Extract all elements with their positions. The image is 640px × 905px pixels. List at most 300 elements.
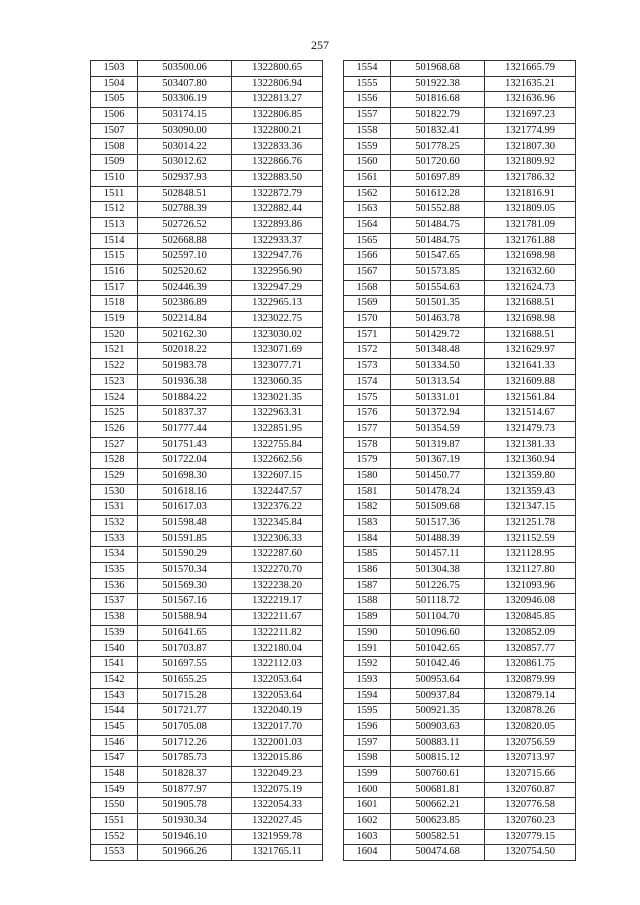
point-number-cell: 1551 — [91, 814, 138, 830]
table-row — [344, 437, 576, 453]
table-row — [91, 249, 323, 265]
x-coordinate-cell: 501785.73 — [138, 751, 232, 767]
y-coordinate-cell: 1322813.27 — [232, 92, 323, 108]
x-coordinate-cell: 501096.60 — [391, 625, 485, 641]
point-number-cell: 1560 — [344, 155, 391, 171]
point-number-cell: 1595 — [344, 704, 391, 720]
y-coordinate-cell: 1322075.19 — [232, 782, 323, 798]
y-coordinate-cell: 1321635.21 — [485, 76, 576, 92]
point-number-cell: 1505 — [91, 92, 138, 108]
y-coordinate-cell: 1320879.14 — [485, 688, 576, 704]
point-number-cell: 1532 — [91, 515, 138, 531]
x-coordinate-cell: 500582.51 — [391, 829, 485, 845]
point-number-cell: 1540 — [91, 641, 138, 657]
table-row — [344, 751, 576, 767]
x-coordinate-cell: 502597.10 — [138, 249, 232, 265]
x-coordinate-cell: 502520.62 — [138, 264, 232, 280]
y-coordinate-cell: 1320715.66 — [485, 766, 576, 782]
x-coordinate-cell: 500883.11 — [391, 735, 485, 751]
point-number-cell: 1557 — [344, 108, 391, 124]
x-coordinate-cell: 501334.50 — [391, 359, 485, 375]
table-row — [344, 327, 576, 343]
y-coordinate-cell: 1320754.50 — [485, 845, 576, 861]
y-coordinate-cell: 1320878.26 — [485, 704, 576, 720]
table-row — [91, 123, 323, 139]
table-row — [344, 296, 576, 312]
table-row — [344, 594, 576, 610]
table-row — [344, 845, 576, 861]
point-number-cell: 1511 — [91, 186, 138, 202]
y-coordinate-cell: 1321381.33 — [485, 437, 576, 453]
x-coordinate-cell: 501705.08 — [138, 719, 232, 735]
y-coordinate-cell: 1320861.75 — [485, 657, 576, 673]
point-number-cell: 1527 — [91, 437, 138, 453]
x-coordinate-cell: 501828.37 — [138, 766, 232, 782]
x-coordinate-cell: 501372.94 — [391, 406, 485, 422]
table-row — [344, 563, 576, 579]
x-coordinate-cell: 501457.11 — [391, 547, 485, 563]
table-row — [344, 798, 576, 814]
y-coordinate-cell: 1322607.15 — [232, 468, 323, 484]
point-number-cell: 1582 — [344, 500, 391, 516]
x-coordinate-cell: 501588.94 — [138, 610, 232, 626]
point-number-cell: 1537 — [91, 594, 138, 610]
table-row — [91, 578, 323, 594]
point-number-cell: 1531 — [91, 500, 138, 516]
y-coordinate-cell: 1322053.64 — [232, 672, 323, 688]
table-row — [344, 766, 576, 782]
table-row — [91, 139, 323, 155]
table-row — [91, 186, 323, 202]
y-coordinate-cell: 1321698.98 — [485, 249, 576, 265]
y-coordinate-cell: 1322800.65 — [232, 61, 323, 77]
table-row — [344, 719, 576, 735]
table-row — [91, 406, 323, 422]
table-row — [344, 704, 576, 720]
point-number-cell: 1602 — [344, 814, 391, 830]
table-row — [344, 688, 576, 704]
table-row — [91, 437, 323, 453]
y-coordinate-cell: 1321624.73 — [485, 280, 576, 296]
point-number-cell: 1599 — [344, 766, 391, 782]
table-row — [91, 500, 323, 516]
x-coordinate-cell: 501463.78 — [391, 312, 485, 328]
table-row — [91, 76, 323, 92]
table-row — [91, 610, 323, 626]
table-row — [344, 359, 576, 375]
table-row — [344, 531, 576, 547]
point-number-cell: 1518 — [91, 296, 138, 312]
y-coordinate-cell: 1321093.96 — [485, 578, 576, 594]
x-coordinate-cell: 501509.68 — [391, 500, 485, 516]
point-number-cell: 1545 — [91, 719, 138, 735]
y-coordinate-cell: 1322017.70 — [232, 719, 323, 735]
y-coordinate-cell: 1321128.95 — [485, 547, 576, 563]
table-row — [344, 735, 576, 751]
y-coordinate-cell: 1322219.17 — [232, 594, 323, 610]
x-coordinate-cell: 500623.85 — [391, 814, 485, 830]
y-coordinate-cell: 1322211.67 — [232, 610, 323, 626]
x-coordinate-cell: 501983.78 — [138, 359, 232, 375]
table-row — [91, 390, 323, 406]
table-row — [344, 814, 576, 830]
x-coordinate-cell: 501617.03 — [138, 500, 232, 516]
table-row — [344, 515, 576, 531]
x-coordinate-cell: 502446.39 — [138, 280, 232, 296]
table-row — [91, 453, 323, 469]
y-coordinate-cell: 1321152.59 — [485, 531, 576, 547]
x-coordinate-cell: 501042.65 — [391, 641, 485, 657]
x-coordinate-cell: 500662.21 — [391, 798, 485, 814]
point-number-cell: 1516 — [91, 264, 138, 280]
point-number-cell: 1567 — [344, 264, 391, 280]
x-coordinate-cell: 501936.38 — [138, 374, 232, 390]
point-number-cell: 1550 — [91, 798, 138, 814]
x-coordinate-cell: 501877.97 — [138, 782, 232, 798]
y-coordinate-cell: 1322306.33 — [232, 531, 323, 547]
y-coordinate-cell: 1323022.75 — [232, 312, 323, 328]
table-row — [91, 343, 323, 359]
point-number-cell: 1593 — [344, 672, 391, 688]
y-coordinate-cell: 1322027.45 — [232, 814, 323, 830]
y-coordinate-cell: 1320879.99 — [485, 672, 576, 688]
table-row — [91, 359, 323, 375]
table-row — [91, 704, 323, 720]
y-coordinate-cell: 1320756.59 — [485, 735, 576, 751]
x-coordinate-cell: 501816.68 — [391, 92, 485, 108]
y-coordinate-cell: 1322345.84 — [232, 515, 323, 531]
x-coordinate-cell: 501354.59 — [391, 421, 485, 437]
table-row — [91, 563, 323, 579]
y-coordinate-cell: 1322270.70 — [232, 563, 323, 579]
point-number-cell: 1520 — [91, 327, 138, 343]
x-coordinate-cell: 501598.48 — [138, 515, 232, 531]
table-row — [344, 123, 576, 139]
x-coordinate-cell: 500760.61 — [391, 766, 485, 782]
y-coordinate-cell: 1322054.33 — [232, 798, 323, 814]
y-coordinate-cell: 1321359.43 — [485, 484, 576, 500]
y-coordinate-cell: 1321347.15 — [485, 500, 576, 516]
point-number-cell: 1512 — [91, 202, 138, 218]
x-coordinate-cell: 502214.84 — [138, 312, 232, 328]
table-row — [344, 249, 576, 265]
y-coordinate-cell: 1322851.95 — [232, 421, 323, 437]
y-coordinate-cell: 1321360.94 — [485, 453, 576, 469]
y-coordinate-cell: 1321698.98 — [485, 312, 576, 328]
x-coordinate-cell: 501968.68 — [391, 61, 485, 77]
table-row — [91, 170, 323, 186]
point-number-cell: 1597 — [344, 735, 391, 751]
point-number-cell: 1568 — [344, 280, 391, 296]
y-coordinate-cell: 1320845.85 — [485, 610, 576, 626]
x-coordinate-cell: 501778.25 — [391, 139, 485, 155]
table-row — [344, 108, 576, 124]
x-coordinate-cell: 503174.15 — [138, 108, 232, 124]
table-row — [344, 468, 576, 484]
x-coordinate-cell: 501946.10 — [138, 829, 232, 845]
point-number-cell: 1580 — [344, 468, 391, 484]
point-number-cell: 1604 — [344, 845, 391, 861]
x-coordinate-cell: 501226.75 — [391, 578, 485, 594]
y-coordinate-cell: 1322883.50 — [232, 170, 323, 186]
y-coordinate-cell: 1323077.71 — [232, 359, 323, 375]
point-number-cell: 1589 — [344, 610, 391, 626]
y-coordinate-cell: 1322963.31 — [232, 406, 323, 422]
point-number-cell: 1561 — [344, 170, 391, 186]
x-coordinate-cell: 501751.43 — [138, 437, 232, 453]
x-coordinate-cell: 501570.34 — [138, 563, 232, 579]
table-row — [91, 108, 323, 124]
y-coordinate-cell: 1320852.09 — [485, 625, 576, 641]
x-coordinate-cell: 501641.65 — [138, 625, 232, 641]
y-coordinate-cell: 1321665.79 — [485, 61, 576, 77]
table-row — [91, 202, 323, 218]
y-coordinate-cell: 1321816.91 — [485, 186, 576, 202]
x-coordinate-cell: 502668.88 — [138, 233, 232, 249]
y-coordinate-cell: 1322053.64 — [232, 688, 323, 704]
table-row — [344, 484, 576, 500]
table-row — [344, 578, 576, 594]
x-coordinate-cell: 501698.30 — [138, 468, 232, 484]
point-number-cell: 1543 — [91, 688, 138, 704]
table-row — [91, 61, 323, 77]
point-number-cell: 1603 — [344, 829, 391, 845]
x-coordinate-cell: 501118.72 — [391, 594, 485, 610]
point-number-cell: 1559 — [344, 139, 391, 155]
x-coordinate-cell: 501832.41 — [391, 123, 485, 139]
y-coordinate-cell: 1322800.21 — [232, 123, 323, 139]
x-coordinate-cell: 501569.30 — [138, 578, 232, 594]
x-coordinate-cell: 500815.12 — [391, 751, 485, 767]
y-coordinate-cell: 1321561.84 — [485, 390, 576, 406]
y-coordinate-cell: 1322833.36 — [232, 139, 323, 155]
x-coordinate-cell: 501777.44 — [138, 421, 232, 437]
y-coordinate-cell: 1321781.09 — [485, 217, 576, 233]
table-row — [91, 233, 323, 249]
x-coordinate-cell: 502788.39 — [138, 202, 232, 218]
table-row — [91, 421, 323, 437]
table-row — [344, 374, 576, 390]
x-coordinate-cell: 501722.04 — [138, 453, 232, 469]
y-coordinate-cell: 1320946.08 — [485, 594, 576, 610]
table-row — [344, 202, 576, 218]
table-row — [344, 312, 576, 328]
x-coordinate-cell: 501547.65 — [391, 249, 485, 265]
table-row — [91, 845, 323, 861]
x-coordinate-cell: 501517.36 — [391, 515, 485, 531]
x-coordinate-cell: 503306.19 — [138, 92, 232, 108]
table-row — [91, 217, 323, 233]
x-coordinate-cell: 501721.77 — [138, 704, 232, 720]
x-coordinate-cell: 501554.63 — [391, 280, 485, 296]
point-number-cell: 1515 — [91, 249, 138, 265]
y-coordinate-cell: 1321697.23 — [485, 108, 576, 124]
x-coordinate-cell: 501712.26 — [138, 735, 232, 751]
x-coordinate-cell: 503014.22 — [138, 139, 232, 155]
y-coordinate-cell: 1321688.51 — [485, 296, 576, 312]
point-number-cell: 1578 — [344, 437, 391, 453]
point-number-cell: 1591 — [344, 641, 391, 657]
point-number-cell: 1571 — [344, 327, 391, 343]
table-row — [91, 594, 323, 610]
x-coordinate-cell: 501484.75 — [391, 233, 485, 249]
y-coordinate-cell: 1323071.69 — [232, 343, 323, 359]
x-coordinate-cell: 501966.26 — [138, 845, 232, 861]
point-number-cell: 1503 — [91, 61, 138, 77]
y-coordinate-cell: 1321761.88 — [485, 233, 576, 249]
point-number-cell: 1535 — [91, 563, 138, 579]
point-number-cell: 1594 — [344, 688, 391, 704]
x-coordinate-cell: 502848.51 — [138, 186, 232, 202]
x-coordinate-cell: 501715.28 — [138, 688, 232, 704]
x-coordinate-cell: 500681.81 — [391, 782, 485, 798]
table-row — [91, 751, 323, 767]
point-number-cell: 1510 — [91, 170, 138, 186]
y-coordinate-cell: 1323030.02 — [232, 327, 323, 343]
coordinates-table-left — [90, 60, 323, 861]
y-coordinate-cell: 1322893.86 — [232, 217, 323, 233]
point-number-cell: 1596 — [344, 719, 391, 735]
table-row — [91, 484, 323, 500]
page-number: 257 — [311, 38, 329, 52]
y-coordinate-cell: 1322112.03 — [232, 657, 323, 673]
point-number-cell: 1548 — [91, 766, 138, 782]
point-number-cell: 1581 — [344, 484, 391, 500]
point-number-cell: 1549 — [91, 782, 138, 798]
table-row — [91, 798, 323, 814]
point-number-cell: 1524 — [91, 390, 138, 406]
table-row — [91, 641, 323, 657]
y-coordinate-cell: 1322866.76 — [232, 155, 323, 171]
table-row — [344, 657, 576, 673]
y-coordinate-cell: 1322015.86 — [232, 751, 323, 767]
x-coordinate-cell: 501697.55 — [138, 657, 232, 673]
x-coordinate-cell: 501304.38 — [391, 563, 485, 579]
y-coordinate-cell: 1323060.35 — [232, 374, 323, 390]
point-number-cell: 1562 — [344, 186, 391, 202]
x-coordinate-cell: 503500.06 — [138, 61, 232, 77]
y-coordinate-cell: 1322287.60 — [232, 547, 323, 563]
table-row — [91, 468, 323, 484]
table-row — [91, 782, 323, 798]
y-coordinate-cell: 1320820.05 — [485, 719, 576, 735]
point-number-cell: 1565 — [344, 233, 391, 249]
x-coordinate-cell: 501655.25 — [138, 672, 232, 688]
point-number-cell: 1530 — [91, 484, 138, 500]
point-number-cell: 1555 — [344, 76, 391, 92]
y-coordinate-cell: 1322956.90 — [232, 264, 323, 280]
point-number-cell: 1558 — [344, 123, 391, 139]
table-row — [91, 672, 323, 688]
table-row — [91, 766, 323, 782]
point-number-cell: 1574 — [344, 374, 391, 390]
table-row — [344, 610, 576, 626]
x-coordinate-cell: 502937.93 — [138, 170, 232, 186]
x-coordinate-cell: 500921.35 — [391, 704, 485, 720]
point-number-cell: 1546 — [91, 735, 138, 751]
table-row — [91, 374, 323, 390]
point-number-cell: 1573 — [344, 359, 391, 375]
point-number-cell: 1572 — [344, 343, 391, 359]
table-row — [344, 829, 576, 845]
x-coordinate-cell: 501450.77 — [391, 468, 485, 484]
table-row — [91, 312, 323, 328]
y-coordinate-cell: 1320760.23 — [485, 814, 576, 830]
y-coordinate-cell: 1322755.84 — [232, 437, 323, 453]
coordinates-table-right — [343, 60, 576, 861]
point-number-cell: 1519 — [91, 312, 138, 328]
table-row — [344, 155, 576, 171]
y-coordinate-cell: 1321809.05 — [485, 202, 576, 218]
point-number-cell: 1517 — [91, 280, 138, 296]
x-coordinate-cell: 501922.38 — [391, 76, 485, 92]
point-number-cell: 1585 — [344, 547, 391, 563]
table-row — [344, 186, 576, 202]
table-row — [344, 672, 576, 688]
point-number-cell: 1508 — [91, 139, 138, 155]
table-row — [344, 641, 576, 657]
point-number-cell: 1536 — [91, 578, 138, 594]
point-number-cell: 1552 — [91, 829, 138, 845]
y-coordinate-cell: 1321251.78 — [485, 515, 576, 531]
point-number-cell: 1579 — [344, 453, 391, 469]
x-coordinate-cell: 501501.35 — [391, 296, 485, 312]
point-number-cell: 1586 — [344, 563, 391, 579]
point-number-cell: 1542 — [91, 672, 138, 688]
point-number-cell: 1587 — [344, 578, 391, 594]
y-coordinate-cell: 1320779.15 — [485, 829, 576, 845]
table-row — [91, 829, 323, 845]
y-coordinate-cell: 1321636.96 — [485, 92, 576, 108]
point-number-cell: 1569 — [344, 296, 391, 312]
point-number-cell: 1566 — [344, 249, 391, 265]
point-number-cell: 1600 — [344, 782, 391, 798]
table-row — [344, 76, 576, 92]
table-row — [91, 327, 323, 343]
table-row — [91, 92, 323, 108]
table-row — [91, 280, 323, 296]
point-number-cell: 1590 — [344, 625, 391, 641]
x-coordinate-cell: 501331.01 — [391, 390, 485, 406]
y-coordinate-cell: 1320760.87 — [485, 782, 576, 798]
x-coordinate-cell: 502018.22 — [138, 343, 232, 359]
x-coordinate-cell: 501313.54 — [391, 374, 485, 390]
point-number-cell: 1588 — [344, 594, 391, 610]
table-row — [91, 625, 323, 641]
x-coordinate-cell: 501478.24 — [391, 484, 485, 500]
x-coordinate-cell: 501367.19 — [391, 453, 485, 469]
y-coordinate-cell: 1321359.80 — [485, 468, 576, 484]
x-coordinate-cell: 501618.16 — [138, 484, 232, 500]
x-coordinate-cell: 502386.89 — [138, 296, 232, 312]
point-number-cell: 1525 — [91, 406, 138, 422]
y-coordinate-cell: 1322806.94 — [232, 76, 323, 92]
x-coordinate-cell: 501591.85 — [138, 531, 232, 547]
table-row — [344, 453, 576, 469]
point-number-cell: 1570 — [344, 312, 391, 328]
table-row — [344, 233, 576, 249]
point-number-cell: 1504 — [91, 76, 138, 92]
y-coordinate-cell: 1321688.51 — [485, 327, 576, 343]
point-number-cell: 1523 — [91, 374, 138, 390]
y-coordinate-cell: 1322040.19 — [232, 704, 323, 720]
y-coordinate-cell: 1320776.58 — [485, 798, 576, 814]
table-row — [344, 92, 576, 108]
table-row — [344, 406, 576, 422]
point-number-cell: 1526 — [91, 421, 138, 437]
y-coordinate-cell: 1321774.99 — [485, 123, 576, 139]
table-row — [91, 657, 323, 673]
